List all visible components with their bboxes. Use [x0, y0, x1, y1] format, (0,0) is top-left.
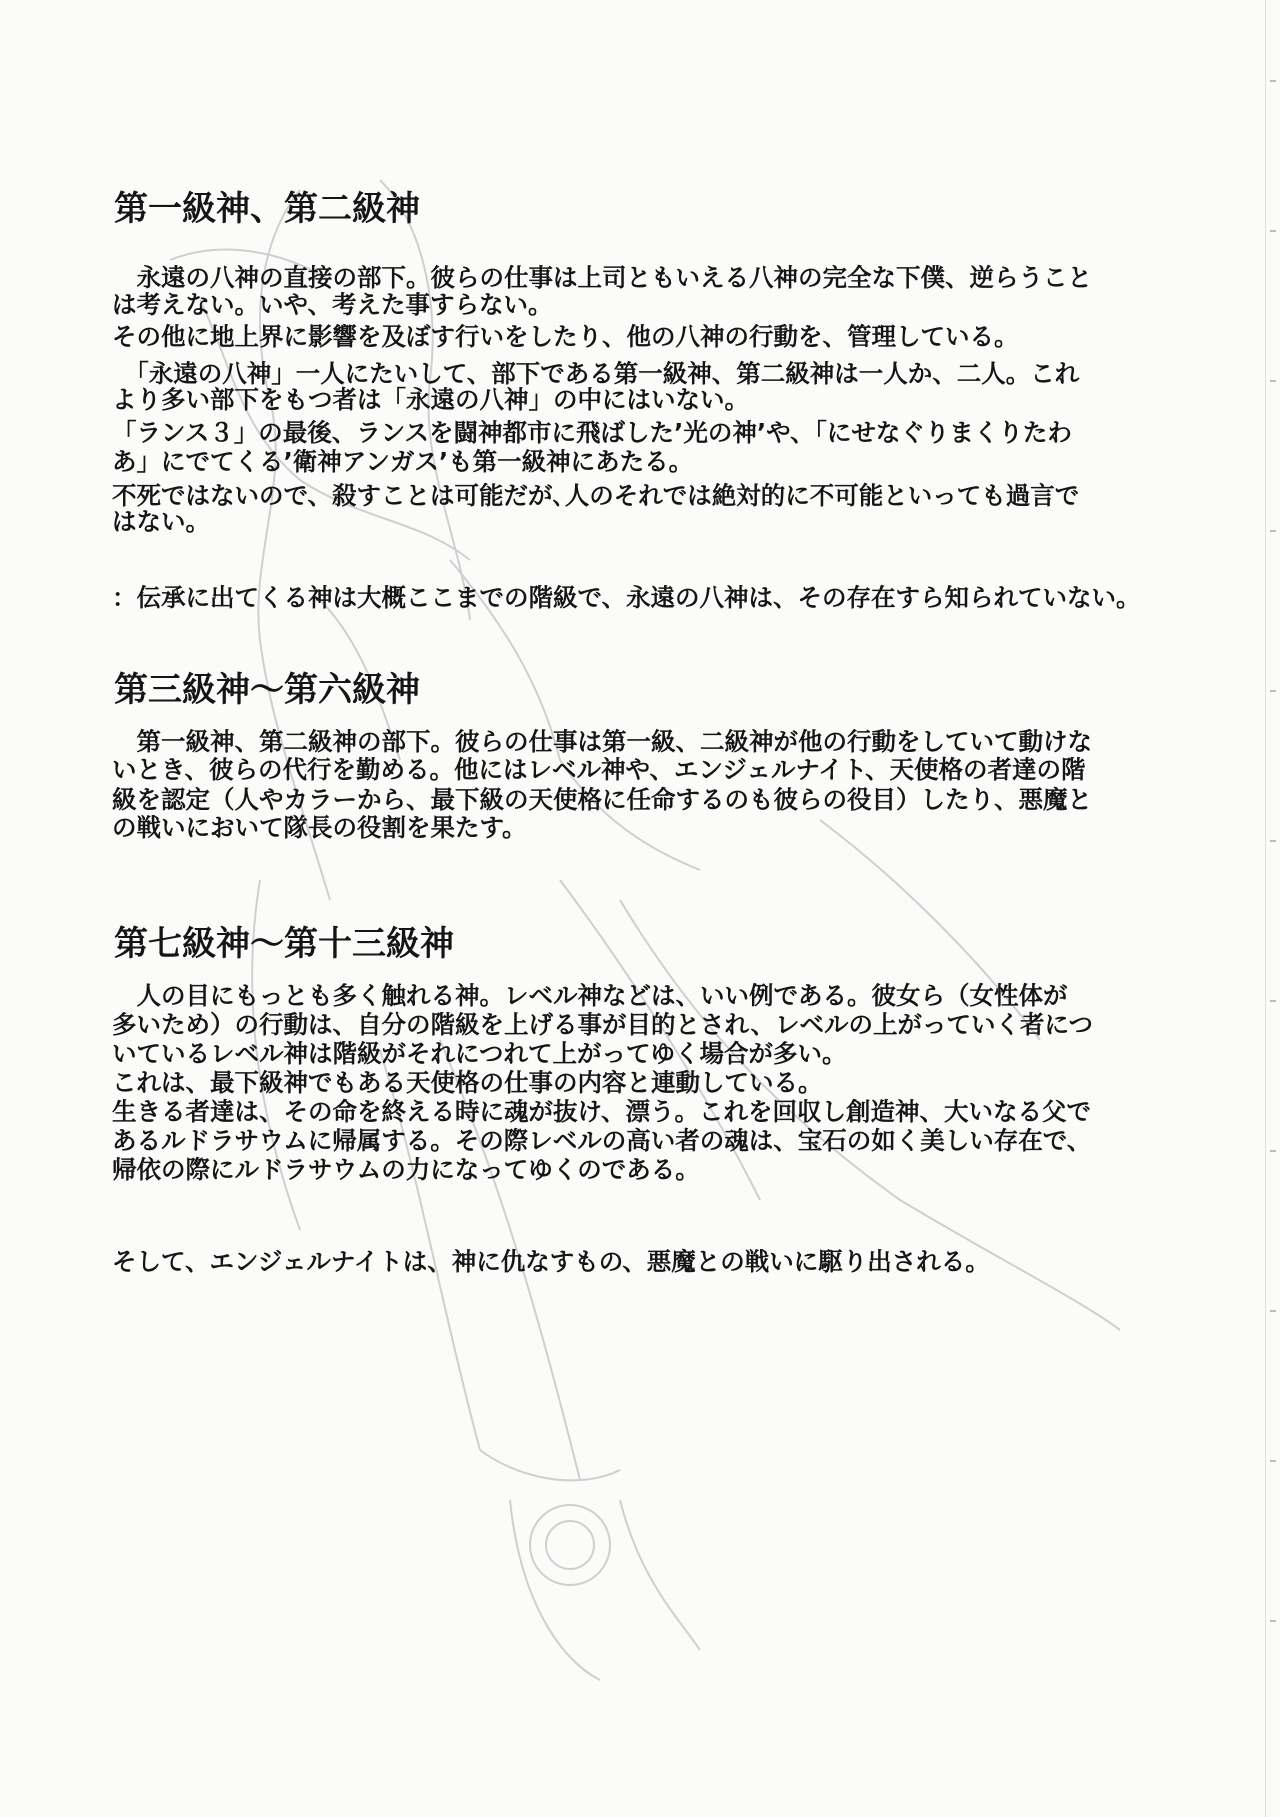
section-heading-2: 第三級神～第六級神 — [114, 670, 420, 710]
paragraph-line: 生きる者達は、その命を終える時に魂が抜け、漂う。これを回収し創造神、大いなる父で — [112, 1097, 1092, 1126]
binding-edge — [1265, 0, 1280, 1817]
paragraph-line: 永遠の八神の直接の部下。彼らの仕事は上司ともいえる八神の完全な下僕、逆らうこと — [112, 263, 1092, 292]
paragraph-line: 級を認定（人やカラーから、最下級の天使格に任命するのも彼らの役目）したり、悪魔と — [112, 785, 1092, 814]
paragraph-line: あ」にでてくる’衛神アンガス’も第一級神にあたる。 — [112, 447, 694, 476]
section-note: ：伝承に出てくる神は大概ここまでの階級で、永遠の八神は、その存在すら知られていない。 — [112, 583, 1141, 612]
paragraph-line: これは、最下級神でもある天使格の仕事の内容と連動している。 — [112, 1068, 823, 1097]
paragraph-line: その他に地上界に影響を及ぼす行いをしたり、他の八神の行動を、管理している。 — [112, 322, 1019, 351]
paragraph-line: 「ランス３」の最後、ランスを闘神都市に飛ばした’光の神’や、「にせなぐりまくりたわ — [112, 418, 1072, 447]
paragraph-line: は考えない。いや、考えた事すらない。 — [112, 290, 553, 319]
paragraph-line: 第一級神、第二級神の部下。彼らの仕事は第一級、二級神が他の行動をしていて動けな — [112, 727, 1092, 756]
paragraph-line: 人の目にもっとも多く触れる神。レベル神などは、いい例である。彼女ら（女性体が — [112, 981, 1068, 1010]
paragraph-line: 帰依の際にルドラサウムの力になってゆくのである。 — [112, 1155, 700, 1184]
paragraph-line: いとき、彼らの代行を勤める。他にはレベル神や、エンジェルナイト、天使格の者達の階 — [112, 755, 1086, 784]
paragraph-line: はない。 — [112, 507, 210, 536]
paragraph-line: いているレベル神は階級がそれにつれて上がってゆく場合が多い。 — [112, 1039, 847, 1068]
paragraph-line: 「永遠の八神」一人にたいして、部下である第一級神、第二級神は一人か、二人。これ — [112, 359, 1080, 388]
paragraph-line: の戦いにおいて隊長の役割を果たす。 — [112, 813, 527, 842]
paragraph-line: より多い部下をもつ者は「永遠の八神」の中にはいない。 — [112, 385, 749, 414]
section-heading-1: 第一級神、第二級神 — [114, 189, 420, 229]
section-heading-3: 第七級神～第十三級神 — [114, 924, 454, 964]
section-note: そして、エンジェルナイトは、神に仇なすもの、悪魔との戦いに駆り出される。 — [112, 1247, 990, 1276]
paragraph-line: 不死ではないので、殺すことは可能だが､人のそれでは絶対的に不可能といっても過言で — [112, 481, 1080, 510]
paragraph-line: あるルドラサウムに帰属する。その際レベルの高い者の魂は、宝石の如く美しい存在で、 — [112, 1126, 1092, 1155]
paragraph-line: 多いため）の行動は、自分の階級を上げる事が目的とされ、レベルの上がっていく者につ — [112, 1010, 1093, 1039]
